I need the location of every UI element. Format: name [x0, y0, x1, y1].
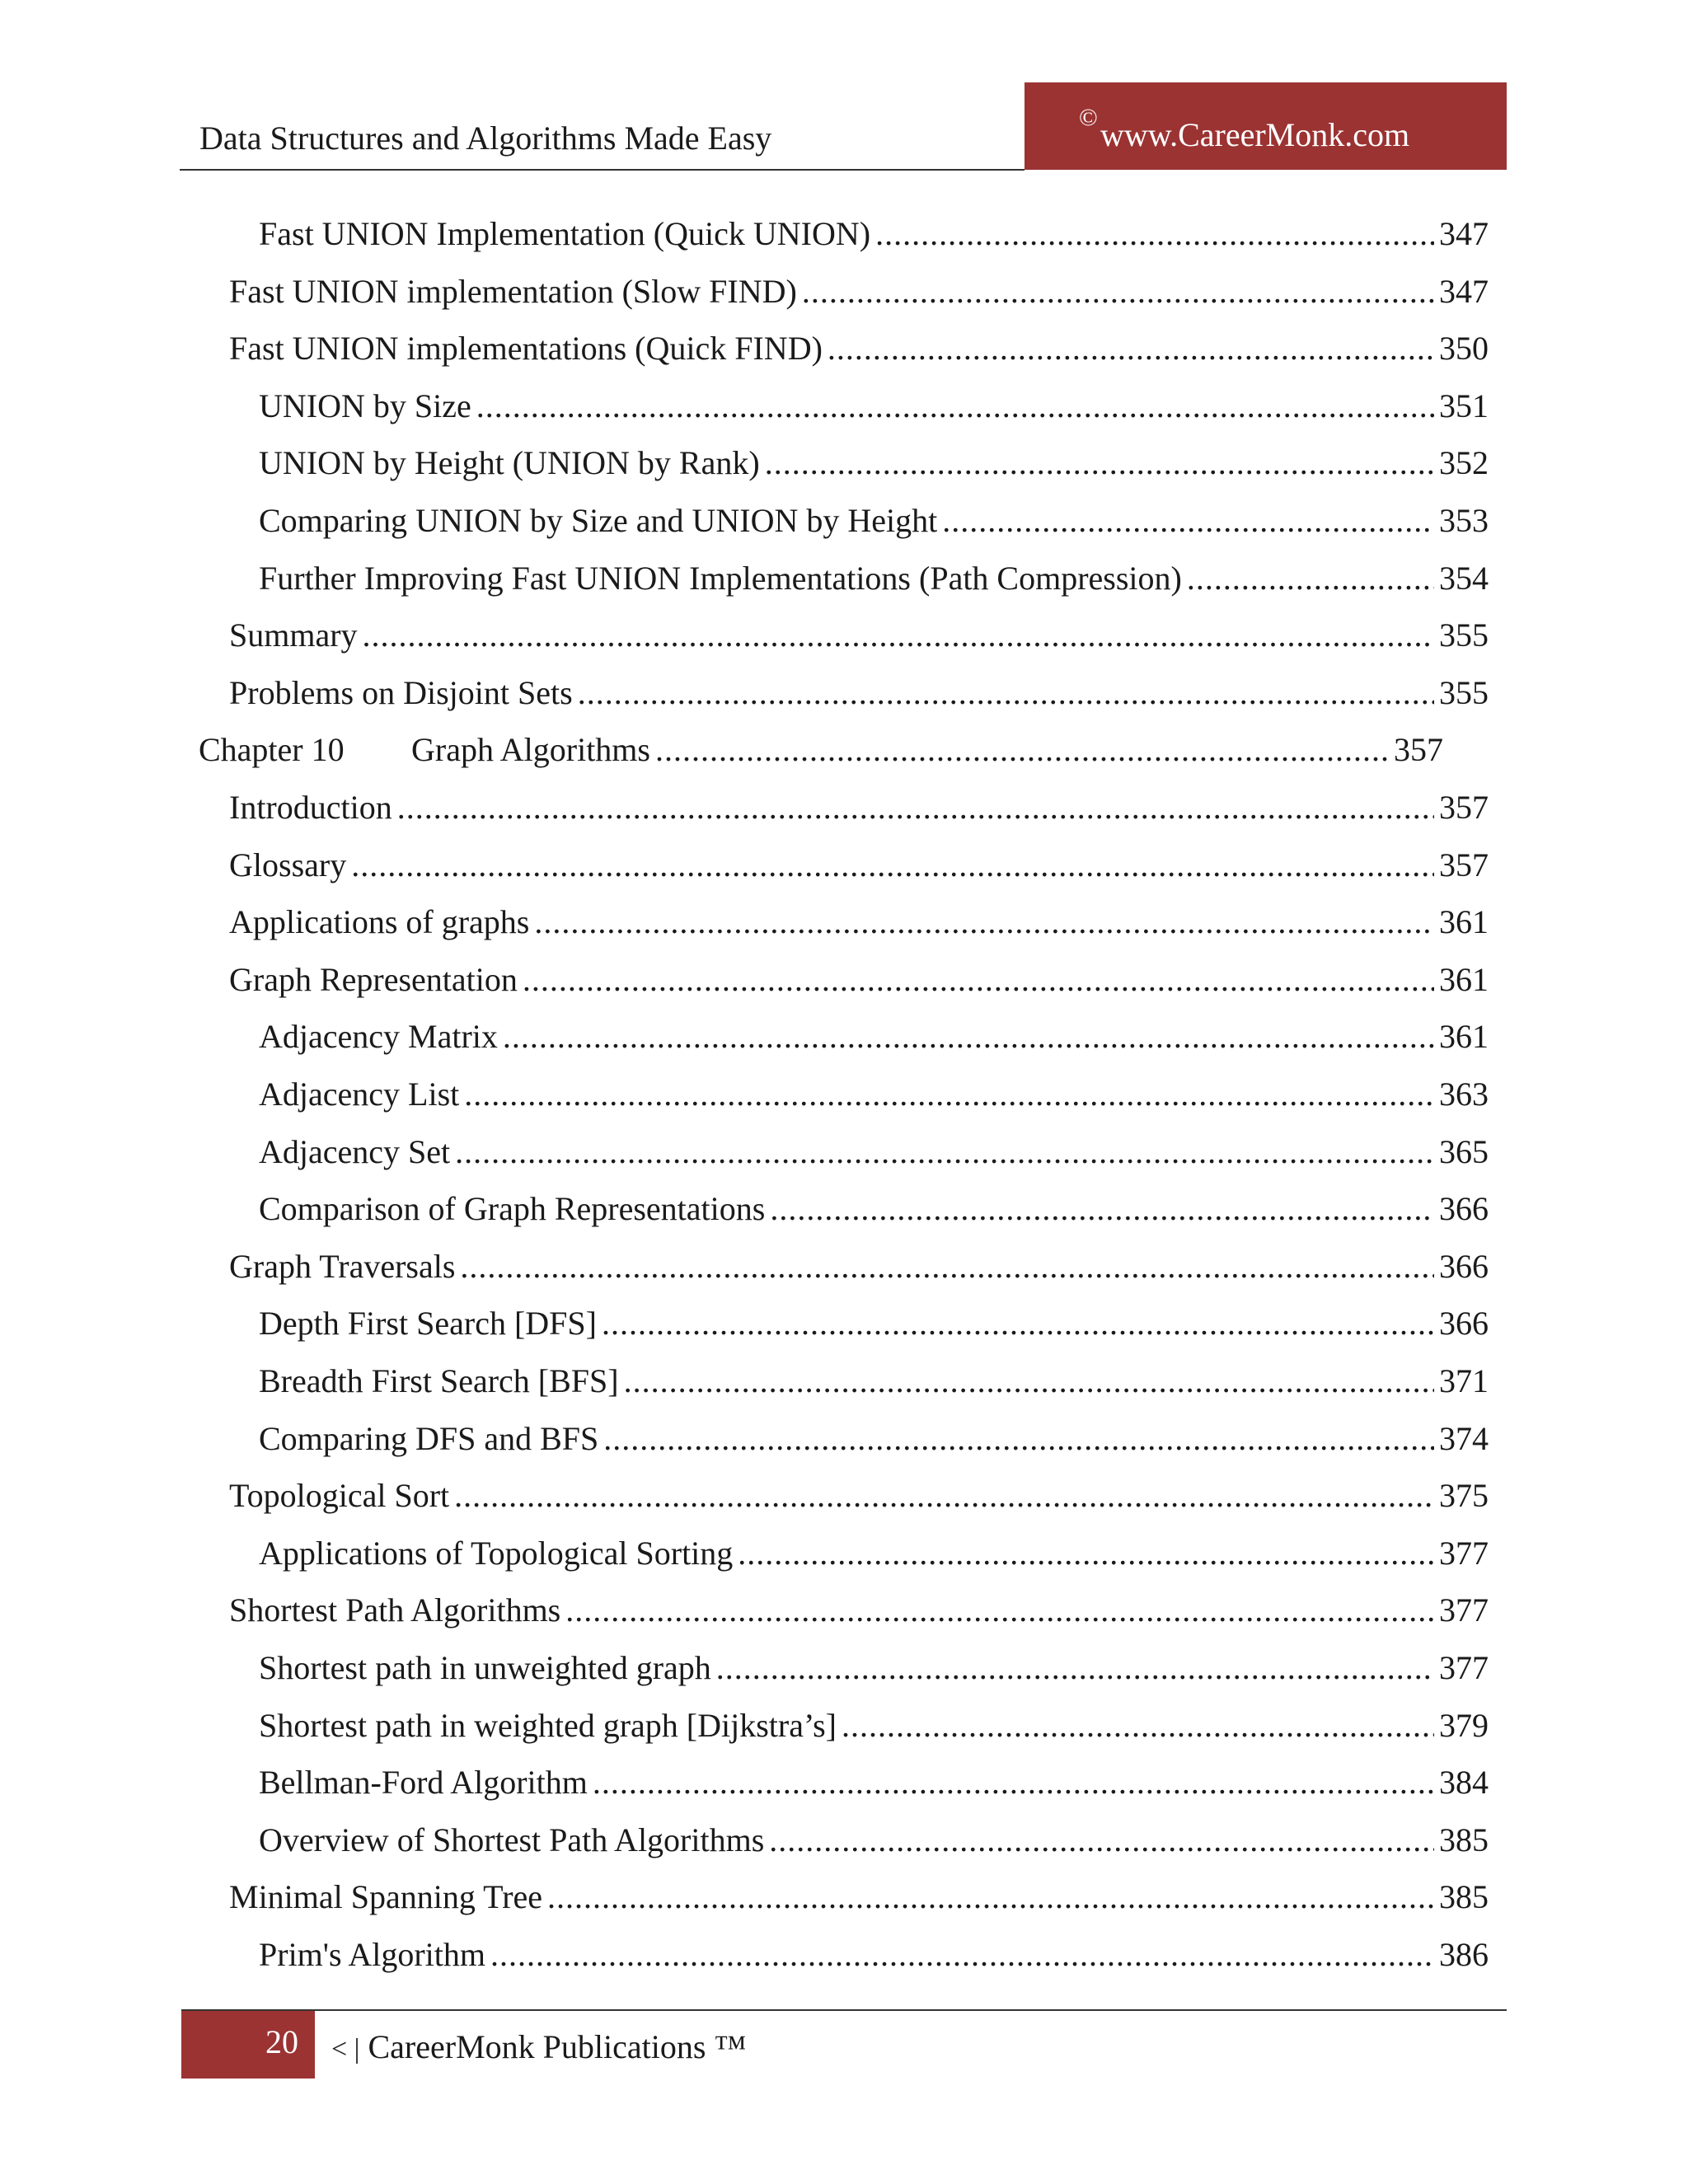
- toc-entry-title: Overview of Shortest Path Algorithms: [259, 1821, 765, 1858]
- page-header: [180, 82, 1507, 170]
- toc-page-number: 377: [1439, 1591, 1489, 1629]
- toc-dot-leader: [842, 1703, 1434, 1749]
- toc-entry-title: Fast UNION implementation (Slow FIND): [229, 272, 797, 310]
- toc-entry-title: Adjacency Set: [259, 1132, 451, 1170]
- toc-entry-title: Graph Traversals: [229, 1247, 456, 1285]
- toc-row: [259, 440, 1489, 486]
- toc-row: [229, 842, 1489, 888]
- toc-row: [259, 1416, 1489, 1462]
- toc-page-number: 363: [1439, 1076, 1489, 1113]
- toc-dot-leader: [351, 842, 1434, 888]
- toc-dot-leader: [363, 612, 1434, 658]
- toc-dot-leader: [490, 1932, 1434, 1978]
- toc-chapter-row: [199, 727, 1443, 773]
- toc-page-number: 357: [1394, 731, 1443, 769]
- book-title: Data Structures and Algorithms Made Easy: [199, 120, 772, 157]
- toc-dot-leader: [603, 1416, 1434, 1462]
- toc-entry-title: Comparing DFS and BFS: [259, 1419, 599, 1457]
- toc-row: [259, 1645, 1489, 1691]
- toc-dot-leader: [464, 1071, 1434, 1118]
- toc-entry-title: Introduction: [229, 789, 392, 826]
- toc-page-number: 350: [1439, 330, 1489, 368]
- toc-row: [229, 269, 1489, 315]
- toc-entry-title: Shortest Path Algorithms: [229, 1591, 561, 1629]
- toc-dot-leader: [655, 727, 1389, 773]
- toc-entry-title: Shortest path in weighted graph [Dijkstra’s]: [259, 1706, 837, 1744]
- toc-row: [229, 1874, 1489, 1920]
- toc-entry-title: Fast UNION Implementation (Quick UNION): [259, 215, 871, 252]
- toc-dot-leader: [454, 1473, 1434, 1519]
- toc-page-number: 351: [1439, 387, 1489, 424]
- toc-page-number: 353: [1439, 502, 1489, 539]
- toc-entry-title: UNION by Height (UNION by Rank): [259, 444, 760, 482]
- toc-dot-leader: [769, 1817, 1434, 1863]
- toc-row: [229, 1587, 1489, 1633]
- toc-row: [259, 498, 1489, 544]
- toc-page-number: 386: [1439, 1936, 1489, 1973]
- toc-dot-leader: [802, 269, 1434, 315]
- page-number-box: [181, 2011, 315, 2079]
- footer-publisher: [331, 2027, 747, 2069]
- toc-page-number: 377: [1439, 1649, 1489, 1686]
- toc-row: [229, 326, 1489, 372]
- toc-page-number: 361: [1439, 960, 1489, 998]
- toc-dot-leader: [1187, 555, 1434, 602]
- toc-page-number: 384: [1439, 1764, 1489, 1802]
- toc-dot-leader: [602, 1301, 1434, 1347]
- toc-page-number: 385: [1439, 1878, 1489, 1916]
- toc-dot-leader: [565, 1587, 1434, 1633]
- toc-dot-leader: [503, 1014, 1434, 1060]
- toc-entry-title: Minimal Spanning Tree: [229, 1878, 543, 1916]
- toc-row: [259, 1358, 1489, 1404]
- toc-dot-leader: [397, 785, 1434, 831]
- toc-page-number: 347: [1439, 272, 1489, 310]
- toc-row: [259, 1071, 1489, 1118]
- toc-dot-leader: [770, 1186, 1434, 1232]
- toc-row: [259, 1703, 1489, 1749]
- toc-row: [229, 670, 1489, 716]
- toc-page-number: 357: [1439, 789, 1489, 826]
- toc-dot-leader: [534, 899, 1434, 945]
- toc-row: [229, 899, 1489, 945]
- toc-page-number: 357: [1439, 846, 1489, 883]
- toc-row: [259, 1530, 1489, 1577]
- toc-entry-title: Breadth First Search [BFS]: [259, 1362, 619, 1399]
- footer-divider: [181, 2009, 1507, 2011]
- toc-entry-title: Graph Representation: [229, 960, 518, 998]
- toc-entry-title: Graph Algorithms: [411, 731, 650, 769]
- toc-entry-title: Prim's Algorithm: [259, 1936, 486, 1973]
- toc-page-number: 352: [1439, 444, 1489, 482]
- toc-entry-title: Shortest path in unweighted graph: [259, 1649, 711, 1686]
- toc-entry-title: Applications of graphs: [229, 903, 530, 941]
- toc-entry-title: Glossary: [229, 846, 347, 883]
- toc-row: [259, 1932, 1489, 1978]
- toc-entry-title: Comparing UNION by Size and UNION by Height: [259, 502, 938, 539]
- toc-page-number: 371: [1439, 1362, 1489, 1399]
- toc-entry-title: UNION by Size: [259, 387, 471, 424]
- toc-page-number: 355: [1439, 616, 1489, 654]
- toc-page-number: 366: [1439, 1247, 1489, 1285]
- toc-row: [259, 1186, 1489, 1232]
- toc-dot-leader: [460, 1244, 1434, 1290]
- toc-entry-title: Applications of Topological Sorting: [259, 1534, 734, 1572]
- toc-page-number: 347: [1439, 215, 1489, 252]
- toc-row: [229, 1244, 1489, 1290]
- toc-row: [259, 1014, 1489, 1060]
- toc-page-number: 385: [1439, 1821, 1489, 1858]
- toc-entry-title: Depth First Search [DFS]: [259, 1305, 597, 1343]
- page-footer: [181, 2009, 1507, 2079]
- toc-dot-leader: [828, 326, 1434, 372]
- toc-dot-leader: [875, 211, 1434, 257]
- toc-dot-leader: [523, 957, 1434, 1003]
- toc-entry-title: Adjacency Matrix: [259, 1018, 498, 1056]
- brand-banner: [1025, 82, 1507, 170]
- toc-dot-leader: [476, 383, 1434, 429]
- copyright-symbol: ©: [1079, 104, 1098, 131]
- page-number: 20: [265, 2023, 298, 2060]
- toc-page-number: 377: [1439, 1534, 1489, 1572]
- toc-entry-title: Problems on Disjoint Sets: [229, 673, 573, 711]
- toc-page-number: 361: [1439, 903, 1489, 941]
- toc-page-number: 361: [1439, 1018, 1489, 1056]
- toc-row: [229, 1473, 1489, 1519]
- toc-page-number: 365: [1439, 1132, 1489, 1170]
- toc-row: [259, 1129, 1489, 1175]
- toc-dot-leader: [738, 1530, 1434, 1577]
- toc-dot-leader: [578, 670, 1434, 716]
- toc-row: [259, 1760, 1489, 1806]
- toc-entry-title: Adjacency List: [259, 1076, 460, 1113]
- toc-row: [229, 957, 1489, 1003]
- toc-page-number: 379: [1439, 1706, 1489, 1744]
- toc-dot-leader: [455, 1129, 1434, 1175]
- toc-dot-leader: [593, 1760, 1434, 1806]
- toc-page-number: 374: [1439, 1419, 1489, 1457]
- toc-chapter-number: Chapter 10: [199, 731, 345, 769]
- toc-row: [259, 1301, 1489, 1347]
- toc-row: [229, 612, 1489, 658]
- toc-page-number: 366: [1439, 1305, 1489, 1343]
- toc-page-number: 354: [1439, 559, 1489, 597]
- toc-entry-title: Bellman-Ford Algorithm: [259, 1764, 588, 1802]
- toc-page-number: 366: [1439, 1190, 1489, 1228]
- toc-row: [259, 555, 1489, 602]
- toc-dot-leader: [765, 440, 1434, 486]
- toc-row: [259, 1817, 1489, 1863]
- website-url: www.CareerMonk.com: [1100, 116, 1410, 153]
- toc-entry-title: Comparison of Graph Representations: [259, 1190, 766, 1228]
- toc-entry-title: Topological Sort: [229, 1477, 450, 1515]
- toc-entry-title: Further Improving Fast UNION Implementations (Path Compression): [259, 559, 1182, 597]
- toc-dot-leader: [716, 1645, 1434, 1691]
- toc-row: [259, 211, 1489, 257]
- toc-page-number: 375: [1439, 1477, 1489, 1515]
- toc-row: [229, 785, 1489, 831]
- header-divider: [180, 169, 1025, 171]
- toc-dot-leader: [624, 1358, 1434, 1404]
- toc-dot-leader: [942, 498, 1434, 544]
- publisher-name: CareerMonk Publications ™: [368, 2028, 747, 2065]
- toc-dot-leader: [547, 1874, 1434, 1920]
- toc-page-number: 355: [1439, 673, 1489, 711]
- toc-entry-title: Summary: [229, 616, 358, 654]
- toc-entry-title: Fast UNION implementations (Quick FIND): [229, 330, 823, 368]
- toc-row: [259, 383, 1489, 429]
- footer-separator: < |: [331, 2034, 360, 2064]
